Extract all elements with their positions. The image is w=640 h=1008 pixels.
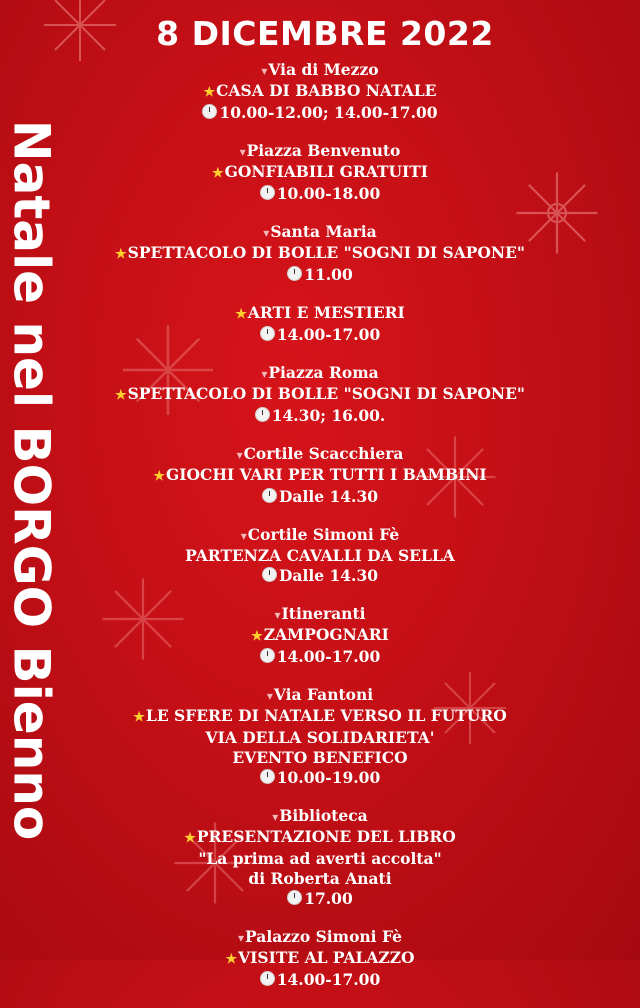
clock-icon <box>262 567 277 582</box>
event-title <box>65 465 575 487</box>
event-title <box>65 625 575 647</box>
event-location-text: Via Fantoni <box>273 685 374 704</box>
pin-icon: ▾ <box>239 145 246 159</box>
star-icon: ★ <box>153 469 165 484</box>
event-line-text: PRESENTAZIONE DEL LIBRO <box>196 827 456 846</box>
event-line-text: GIOCHI VARI PER TUTTI I BAMBINI <box>166 465 487 484</box>
event-location <box>65 60 575 81</box>
event-time-text: Dalle 14.30 <box>278 487 379 506</box>
side-title-text: Natale nel BORGO Bienno <box>2 119 61 841</box>
event-line-text: ARTI E MESTIERI <box>247 303 405 322</box>
star-icon: ★ <box>203 85 216 100</box>
event-line-text: SPETTACOLO DI BOLLE "SOGNI DI SAPONE" <box>127 243 525 262</box>
event-time-text: 10.00-12.00; 14.00-17.00 <box>219 103 438 122</box>
event-line-text: PARTENZA CAVALLI DA SELLA <box>185 546 455 565</box>
event-title <box>65 384 575 406</box>
event-title <box>65 827 575 849</box>
event-subtitle <box>65 728 575 748</box>
event-line-text: ZAMPOGNARI <box>263 625 389 644</box>
event-location-text: Via di Mezzo <box>268 60 379 79</box>
event-location-text: Santa Maria <box>270 222 377 241</box>
clock-icon <box>202 104 217 119</box>
star-icon: ★ <box>184 831 196 846</box>
event-title <box>65 948 575 970</box>
star-icon: ★ <box>211 166 224 181</box>
event-title <box>65 243 575 265</box>
event-line-text: SPETTACOLO DI BOLLE "SOGNI DI SAPONE" <box>127 384 525 403</box>
star-icon: ★ <box>133 710 145 725</box>
star-icon: ★ <box>115 247 127 262</box>
event-title <box>65 303 575 325</box>
event-location-text: Biblioteca <box>279 806 368 825</box>
event-location <box>65 525 575 546</box>
event-location-text: Piazza Benvenuto <box>246 141 401 160</box>
event-line-text: GONFIABILI GRATUITI <box>224 162 429 181</box>
event-location <box>65 141 575 162</box>
pin-icon: ▾ <box>240 529 247 543</box>
event-time-text: 10.00-18.00 <box>276 184 381 203</box>
event-item <box>65 806 575 909</box>
event-location <box>65 927 575 948</box>
star-icon: ★ <box>115 388 127 403</box>
event-item <box>65 363 575 426</box>
event-line-text: VIA DELLA SOLIDARIETA' <box>205 728 435 747</box>
event-time <box>65 970 575 990</box>
event-location-text: Cortile Scacchiera <box>243 444 404 463</box>
event-item <box>65 927 575 990</box>
event-time-text: 11.00 <box>304 265 353 284</box>
event-item <box>65 444 575 507</box>
event-location <box>65 222 575 243</box>
event-time-text: 14.00-17.00 <box>276 970 381 989</box>
event-time <box>65 265 575 285</box>
event-time-text: 10.00-19.00 <box>276 768 381 787</box>
side-title <box>0 0 62 960</box>
event-time <box>65 325 575 345</box>
event-time-text: 14.30; 16.00. <box>271 406 386 425</box>
event-item <box>65 525 575 586</box>
event-title <box>65 81 575 103</box>
event-title <box>65 546 575 566</box>
event-item <box>65 303 575 345</box>
event-time <box>65 406 575 426</box>
event-location-text: Cortile Simoni Fè <box>247 525 400 544</box>
event-time <box>65 487 575 507</box>
event-time <box>65 768 575 788</box>
clock-icon <box>262 488 277 503</box>
event-time <box>65 647 575 667</box>
event-location-text: Palazzo Simoni Fè <box>245 927 402 946</box>
event-time-text: 17.00 <box>304 889 353 908</box>
clock-icon <box>260 769 275 784</box>
event-subtitle <box>65 869 575 889</box>
event-title <box>65 706 575 728</box>
clock-icon <box>287 890 302 905</box>
event-line-text: VISITE AL PALAZZO <box>238 948 415 967</box>
clock-icon <box>260 971 275 986</box>
event-line-text: "La prima ad averti accolta" <box>198 849 442 868</box>
event-time <box>65 103 575 123</box>
clock-icon <box>260 326 275 341</box>
event-date: 8 DICEMBRE 2022 <box>156 14 494 53</box>
pin-icon: ▾ <box>274 608 281 622</box>
pin-icon: ▾ <box>238 931 245 945</box>
event-location-text: Piazza Roma <box>268 363 379 382</box>
event-line-text: di Roberta Anati <box>248 869 392 888</box>
event-location <box>65 685 575 706</box>
star-icon: ★ <box>251 629 263 644</box>
event-location <box>65 806 575 827</box>
event-time-text: 14.00-17.00 <box>276 647 381 666</box>
event-item <box>65 222 575 285</box>
event-item <box>65 60 575 123</box>
event-time <box>65 566 575 586</box>
event-location <box>65 604 575 625</box>
event-time <box>65 184 575 204</box>
event-line-text: CASA DI BABBO NATALE <box>216 81 437 100</box>
clock-icon <box>260 185 275 200</box>
event-time-text: 14.00-17.00 <box>276 325 381 344</box>
star-icon: ★ <box>235 307 247 322</box>
clock-icon <box>287 266 302 281</box>
event-time-text: Dalle 14.30 <box>278 566 379 585</box>
event-subtitle <box>65 849 575 869</box>
pin-icon: ▾ <box>261 367 268 381</box>
pin-icon: ▾ <box>236 448 243 462</box>
event-list <box>65 60 575 1008</box>
event-location <box>65 444 575 465</box>
pin-icon: ▾ <box>263 226 270 240</box>
event-item <box>65 141 575 204</box>
clock-icon <box>255 407 270 422</box>
star-icon: ★ <box>225 952 238 967</box>
event-location <box>65 363 575 384</box>
pin-icon: ▾ <box>272 810 279 824</box>
event-time <box>65 889 575 909</box>
event-item <box>65 604 575 667</box>
clock-icon <box>260 648 275 663</box>
pin-icon: ▾ <box>266 689 273 703</box>
event-subtitle <box>65 748 575 768</box>
pin-icon: ▾ <box>261 64 268 78</box>
event-item <box>65 685 575 788</box>
event-line-text: LE SFERE DI NATALE VERSO IL FUTURO <box>145 706 507 725</box>
event-location-text: Itineranti <box>281 604 366 623</box>
event-title <box>65 162 575 184</box>
event-line-text: EVENTO BENEFICO <box>232 748 408 767</box>
